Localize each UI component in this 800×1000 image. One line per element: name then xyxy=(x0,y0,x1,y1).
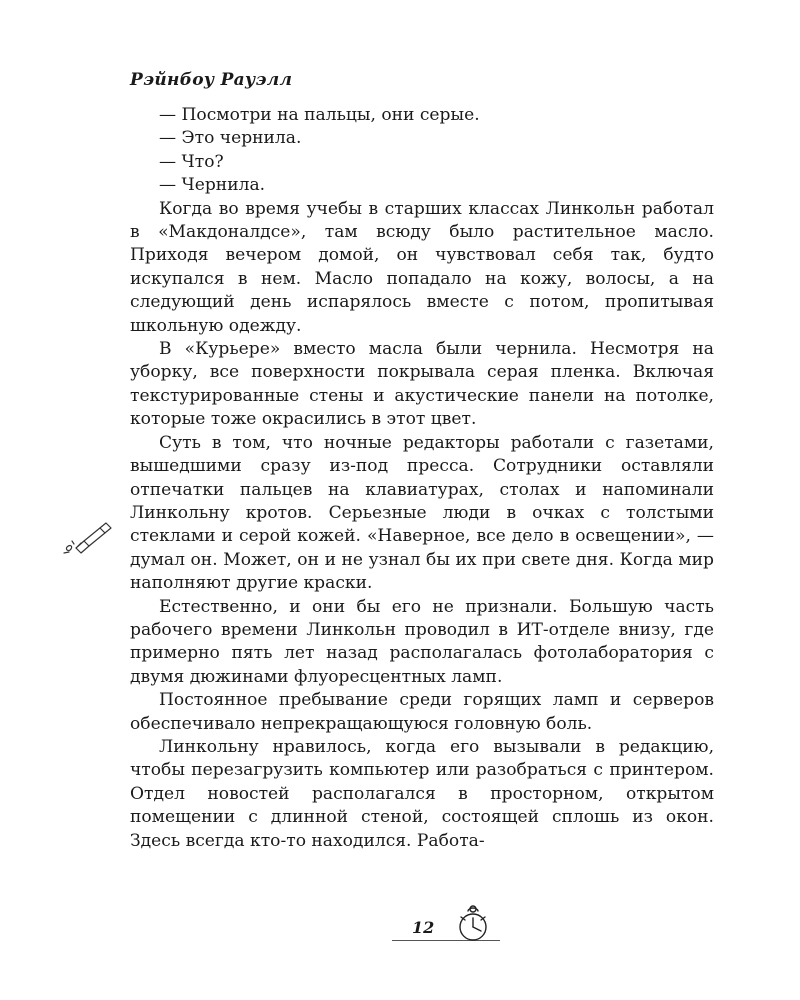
dialog-line: — Посмотри на пальцы, они серые. xyxy=(159,105,480,125)
pen-icon xyxy=(60,517,116,557)
body-text xyxy=(130,104,714,853)
dialog-line: — Чернила. xyxy=(159,175,266,196)
paragraph: Линкольну нравилось, когда его вызывали в редакцию, чтобы перезагрузить компьютер или разобраться с принтером. Отдел новостей располагался в просторном, открытом помещении с длинной стеной, состоящей сплошь из окон. Здесь всегда кто-то находился. Работа- xyxy=(130,736,714,851)
paragraph: В «Курьере» вместо масла были чернила. Несмотря на уборку, все поверхности покрывала серая пленка. Включая текстурированные стены и акустические панели на потолке, которые тоже окрасились в этот цвет. xyxy=(130,339,714,430)
paragraph: Постоянное пребывание среди горящих ламп и серверов обеспечивало непрекращающуюся головную боль. xyxy=(130,690,714,734)
paragraph: Естественно, и они бы его не признали. Большую часть рабочего времени Линкольн проводил в ИТ-отделе внизу, где примерно пять лет назад располагалась фотолаборатория с двумя дюжинами флуоресцентных ламп. xyxy=(130,596,714,687)
paragraph: Суть в том, что ночные редакторы работали с газетами, вышедшими сразу из-под пресса. Сотрудники оставляли отпечатки пальцев на клавиатурах, столах и напоминали Линкольну кротов. Серьезные люди в очках с толстыми стеклами и серой кожей. «Наверное, все дело в освещении», — думал он. Может, он и не узнал бы их при свете дня. Когда мир наполняют другие краски. xyxy=(130,432,714,594)
clock-icon xyxy=(452,902,494,944)
running-header-author: Рэйнбоу Рауэлл xyxy=(130,70,293,90)
dialog-line: — Это чернила. xyxy=(159,128,302,149)
paragraph: Когда во время учебы в старших классах Линкольн работал в «Макдоналдсе», там всюду было растительное масло. Приходя вечером домой, он чувствовал себя так, будто искупался в нем. Масло попадало на кожу, волосы, а на следующий день испарялось вместе с потом, пропитывая школьную одежду. xyxy=(130,198,714,336)
dialog-line: — Что? xyxy=(159,151,224,172)
page-number: 12 xyxy=(412,918,435,937)
